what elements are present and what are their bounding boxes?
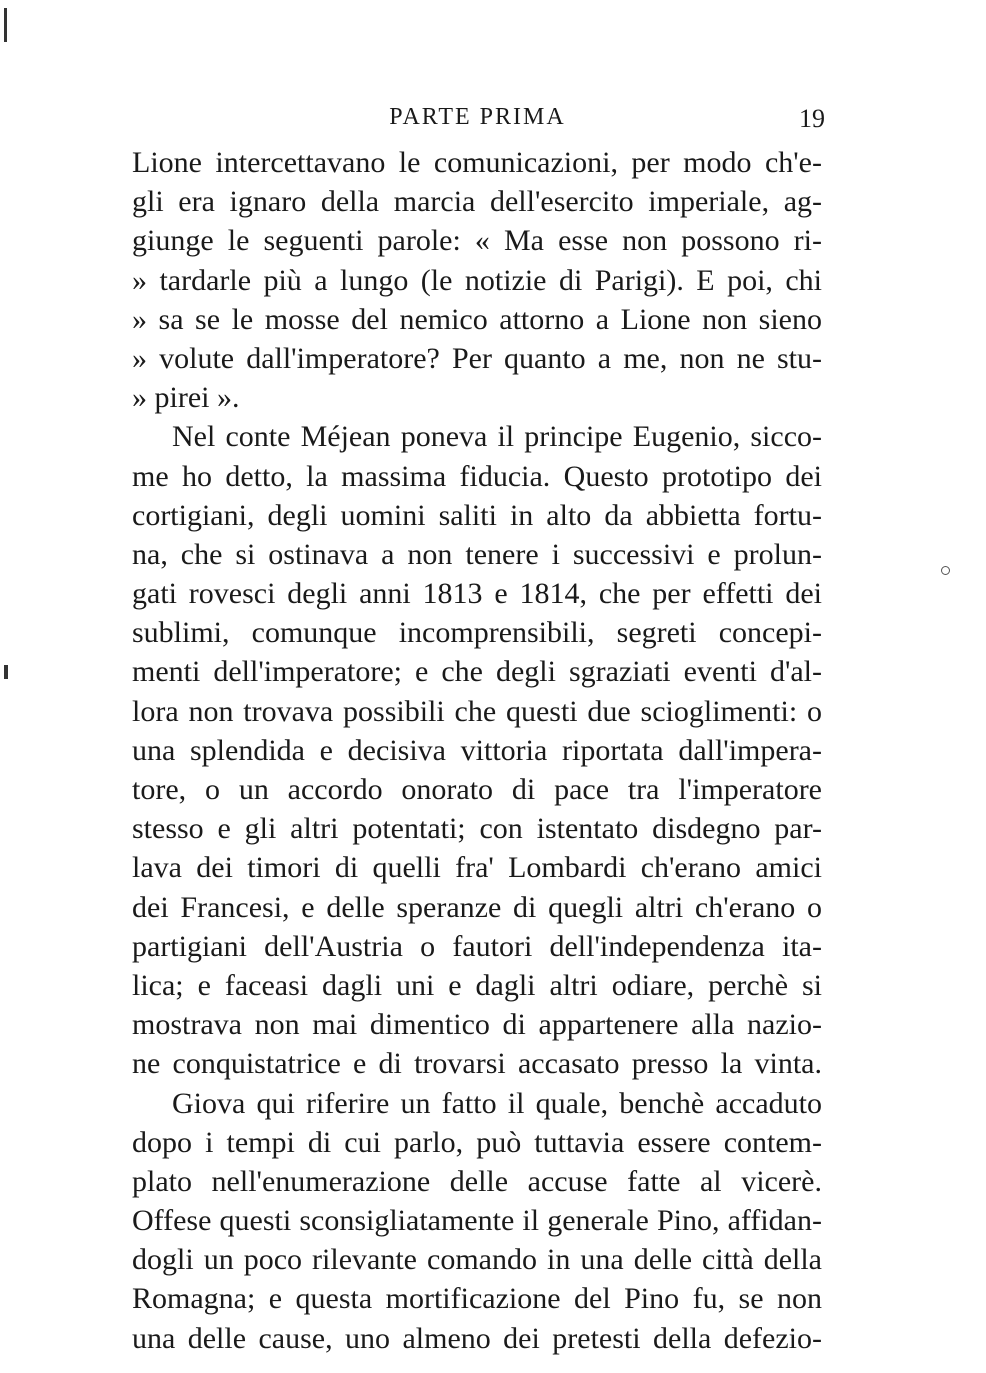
text-line: gli era ignaro della marcia dell'esercito imperiale, ag- — [132, 185, 822, 219]
text-line: Giova qui riferire un fatto il quale, benchè accaduto — [172, 1086, 822, 1120]
text-line: tore, o un accordo onorato di pace tra l'imperatore — [132, 773, 822, 806]
paragraph — [132, 417, 822, 1083]
scan-edge-mark — [4, 8, 7, 42]
scan-edge-mark — [4, 665, 8, 679]
page-number: 19 — [799, 104, 825, 133]
text-line: lica; e faceasi dagli uni e dagli altri odiare, perchè si — [132, 968, 822, 1002]
text-line: » tardarle più a lungo (le notizie di Parigi). E poi, chi — [132, 263, 822, 297]
text-line: Lione intercettavano le comunicazioni, per modo ch'e- — [132, 146, 822, 179]
text-line: dei Francesi, e delle speranze di quegli altri ch'erano o — [132, 890, 822, 924]
text-line: menti dell'imperatore; e che degli sgraziati eventi d'al- — [132, 655, 822, 689]
paragraph — [132, 1084, 822, 1358]
text-line: plato nell'enumerazione delle accuse fatte al vicerè. — [132, 1164, 822, 1198]
text-line: me ho detto, la massima fiducia. Questo prototipo dei — [132, 459, 822, 493]
text-line: stesso e gli altri potentati; con istentato disdegno par- — [132, 812, 822, 846]
text-line: Romagna; e questa mortificazione del Pino fu, se non — [132, 1282, 822, 1316]
paragraph — [132, 143, 822, 417]
body-text — [132, 143, 822, 1358]
text-line: dogli un poco rilevante comando in una delle città della — [132, 1243, 822, 1277]
text-line: dopo i tempi di cui parlo, può tuttavia essere contem- — [132, 1125, 822, 1159]
scan-speck — [941, 566, 950, 575]
text-line: » pirei ». — [132, 381, 240, 415]
text-line: mostrava non mai dimentico di appartenere alla nazio- — [132, 1008, 822, 1042]
text-line: una splendida e decisiva vittoria riportata dall'impera- — [132, 733, 822, 767]
text-line: » volute dall'imperatore? Per quanto a me, non ne stu- — [132, 341, 822, 375]
text-line: cortigiani, degli uomini saliti in alto da abbietta fortu- — [132, 498, 822, 532]
text-line: sublimi, comunque incomprensibili, segreti concepi- — [132, 616, 822, 650]
text-line: Offese questi sconsigliatamente il generale Pino, affidan- — [132, 1204, 822, 1238]
running-head — [130, 104, 825, 144]
text-line: Nel conte Méjean poneva il principe Eugenio, sicco- — [172, 420, 822, 454]
running-title: PARTE PRIMA — [389, 104, 566, 130]
text-line: giunge le seguenti parole: « Ma esse non possono ri- — [132, 224, 822, 258]
text-line: partigiani dell'Austria o fautori dell'independenza ita- — [132, 929, 822, 963]
text-line: ne conquistatrice e di trovarsi accasato presso la vinta. — [132, 1047, 822, 1081]
text-line: na, che si ostinava a non tenere i successivi e prolun- — [132, 537, 822, 571]
text-line: una delle cause, uno almeno dei pretesti della defezio- — [132, 1321, 822, 1355]
text-line: lava dei timori di quelli fra' Lombardi ch'erano amici — [132, 851, 822, 885]
text-line: » sa se le mosse del nemico attorno a Lione non sieno — [132, 302, 822, 336]
text-line: lora non trovava possibili che questi due scioglimenti: o — [132, 694, 822, 728]
text-line: gati rovesci degli anni 1813 e 1814, che per effetti dei — [132, 577, 822, 611]
